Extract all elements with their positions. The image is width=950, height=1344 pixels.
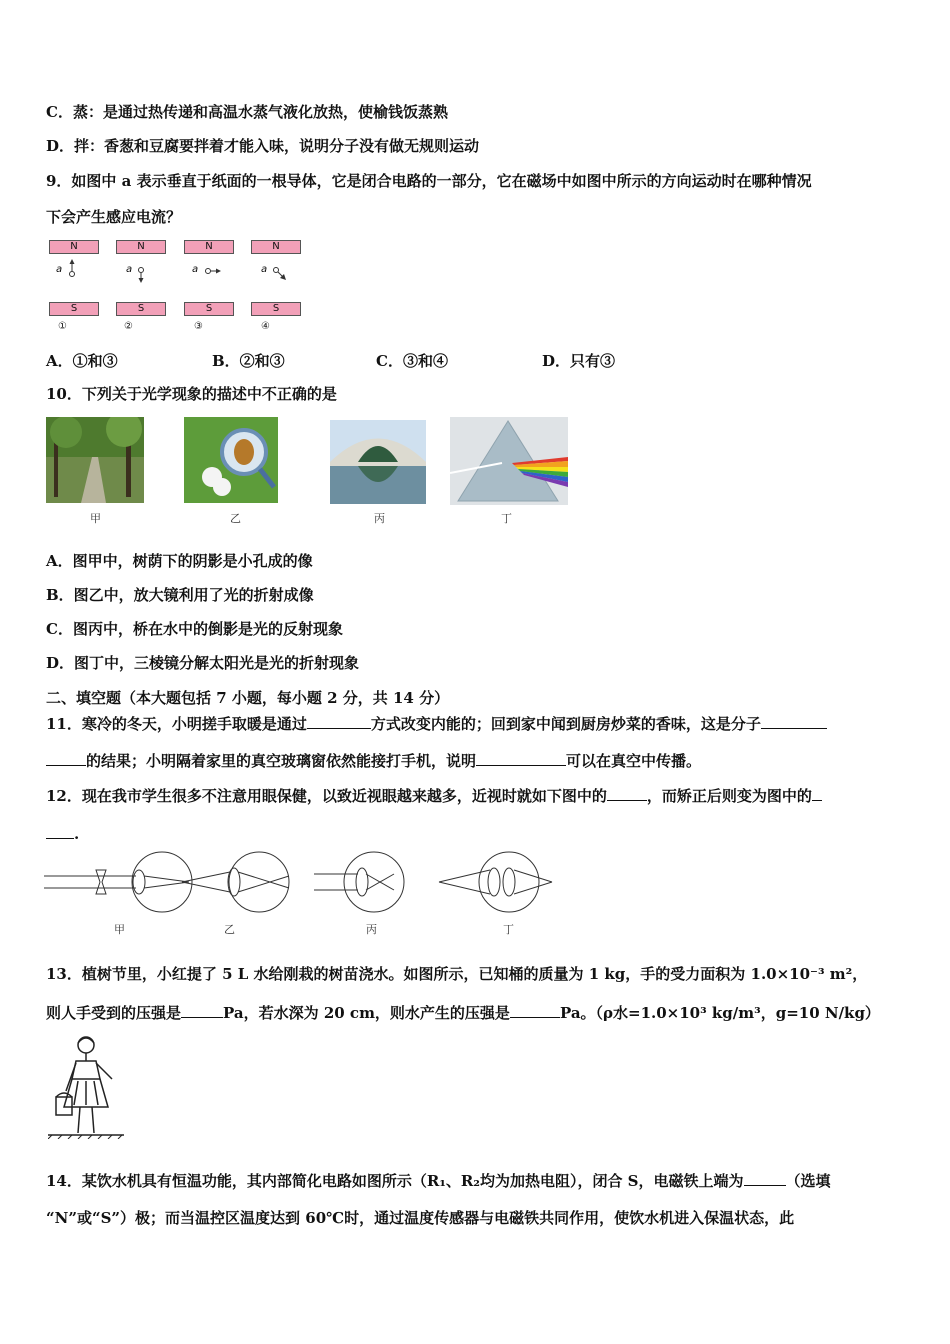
q12-text-2: ，而矫正后则变为图中的 (646, 787, 812, 805)
q12-text-1: 12．现在我市学生很多不注意用眼保健，以致近视眼越来越多，近视时就如下图中的 (46, 787, 607, 805)
q13-blank-2[interactable] (510, 1002, 560, 1018)
south-pole-3: S (184, 302, 234, 316)
q10-option-d: D．图丁中，三棱镜分解太阳光是光的折射现象 (46, 654, 360, 672)
question-11-line1 (46, 713, 827, 734)
q12-blank-2[interactable] (812, 785, 822, 801)
south-pole-4: S (251, 302, 301, 316)
q11-blank-3[interactable] (476, 750, 566, 766)
q13-blank-1[interactable] (181, 1002, 223, 1018)
q10-option-b: B．图乙中，放大镜利用了光的折射成像 (46, 586, 314, 604)
north-pole-4: N (251, 240, 301, 254)
tree-shade-photo (46, 417, 144, 503)
figure-number-3: ③ (194, 321, 203, 332)
q12-caption-bing: 丙 (366, 923, 377, 936)
q11-text-3: 的结果；小明隔着家里的真空玻璃窗依然能接打手机，说明 (86, 752, 477, 770)
q13-text-3: Pa。（ρ水=1.0×10³ kg/m³，g=10 N/kg） (559, 1004, 880, 1022)
question-12-line1 (46, 785, 822, 806)
option-c-q8: C．蒸：是通过热传递和高温水蒸气液化放热，使榆钱饭蒸熟 (46, 103, 448, 121)
q11-text-1: 11．寒冷的冬天，小明搓手取暖是通过 (46, 715, 307, 733)
q14-text-1: 14．某饮水机具有恒温功能，其内部简化电路如图所示（R₁、R₂均为加热电阻），闭合 S，电磁铁上端为 (46, 1172, 744, 1190)
north-pole-2: N (116, 240, 166, 254)
q10-option-a: A．图甲中，树荫下的阴影是小孔成的像 (46, 552, 313, 570)
question-13-line2 (46, 1002, 880, 1023)
q12-caption-yi: 乙 (224, 923, 235, 936)
q14-text-2: （选填 (785, 1172, 831, 1190)
q11-blank-2-cont[interactable] (46, 750, 86, 766)
conductor-label-2: a (126, 264, 133, 275)
conductor-label-1: a (56, 264, 63, 275)
question-14-line1 (46, 1170, 831, 1191)
eye-diagrams (44, 850, 564, 920)
q11-blank-2[interactable] (761, 713, 827, 729)
q13-text-2: Pa，若水深为 20 cm，则水产生的压强是 (223, 1004, 510, 1022)
prism-photo (450, 417, 568, 505)
question-13-line1: 13．植树节里，小红提了 5 L 水给刚栽的树苗浇水。如图所示，已知桶的质量为 1 kg，手的受力面积为 1.0×10⁻³ m²， (46, 965, 868, 983)
conductor-label-3: a (192, 264, 199, 275)
north-pole-1: N (49, 240, 99, 254)
caption-jia: 甲 (90, 512, 101, 525)
q9-magnet-figure (46, 240, 306, 335)
q13-text-1: 则人手受到的压强是 (46, 1004, 182, 1022)
q12-blank-2-cont[interactable] (46, 823, 74, 839)
q10-option-c: C．图丙中，桥在水中的倒影是光的反射现象 (46, 620, 343, 638)
q12-caption-jia: 甲 (114, 923, 125, 936)
south-pole-1: S (49, 302, 99, 316)
question-11-line2 (46, 750, 701, 771)
eye-diagram-bing (314, 852, 404, 912)
caption-yi: 乙 (230, 512, 241, 525)
q11-blank-1[interactable] (307, 713, 371, 729)
q11-text-2: 方式改变内能的；回到家中闻到厨房炒菜的香味，这是分子 (370, 715, 761, 733)
question-10: 10．下列关于光学现象的描述中不正确的是 (46, 385, 337, 403)
figure-number-4: ④ (261, 321, 270, 332)
q11-text-4: 可以在真空中传播。 (566, 752, 702, 770)
q12-blank-1[interactable] (607, 785, 647, 801)
girl-with-bucket-figure (48, 1035, 124, 1139)
conductor-label-4: a (261, 264, 268, 275)
eye-diagram-ding (439, 852, 552, 912)
q14-blank-1[interactable] (744, 1170, 786, 1186)
question-14-line2: “N”或“S”）极；而当温控区温度达到 60℃时，通过温度传感器与电磁铁共同作用，使饮水机进入保温状态，此 (46, 1209, 795, 1227)
q9-option-d: D．只有③ (542, 352, 616, 370)
south-pole-2: S (116, 302, 166, 316)
option-d-q8: D．拌：香葱和豆腐要拌着才能入味，说明分子没有做无规则运动 (46, 137, 480, 155)
figure-number-1: ① (58, 321, 67, 332)
question-12-line2: . (46, 823, 79, 844)
q12-caption-ding: 丁 (503, 923, 514, 936)
question-9-line1: 9．如图中 a 表示垂直于纸面的一根导体，它是闭合电路的一部分，它在磁场中如图中所示的方向运动时在哪种情况 (46, 172, 812, 190)
q9-option-a: A．①和③ (46, 352, 118, 370)
eye-diagram-yi (182, 852, 289, 912)
caption-bing: 丙 (374, 512, 385, 525)
question-9-line2: 下会产生感应电流？ (46, 208, 182, 226)
bridge-reflection-photo (330, 420, 426, 504)
caption-ding: 丁 (501, 512, 512, 525)
eye-diagram-jia (44, 852, 192, 912)
q9-option-c: C．③和④ (376, 352, 448, 370)
figure-number-2: ② (124, 321, 133, 332)
magnifier-photo (184, 417, 278, 503)
north-pole-3: N (184, 240, 234, 254)
section-2-heading: 二、填空题（本大题包括 7 小题，每小题 2 分，共 14 分） (46, 689, 450, 707)
q9-option-b: B．②和③ (212, 352, 285, 370)
